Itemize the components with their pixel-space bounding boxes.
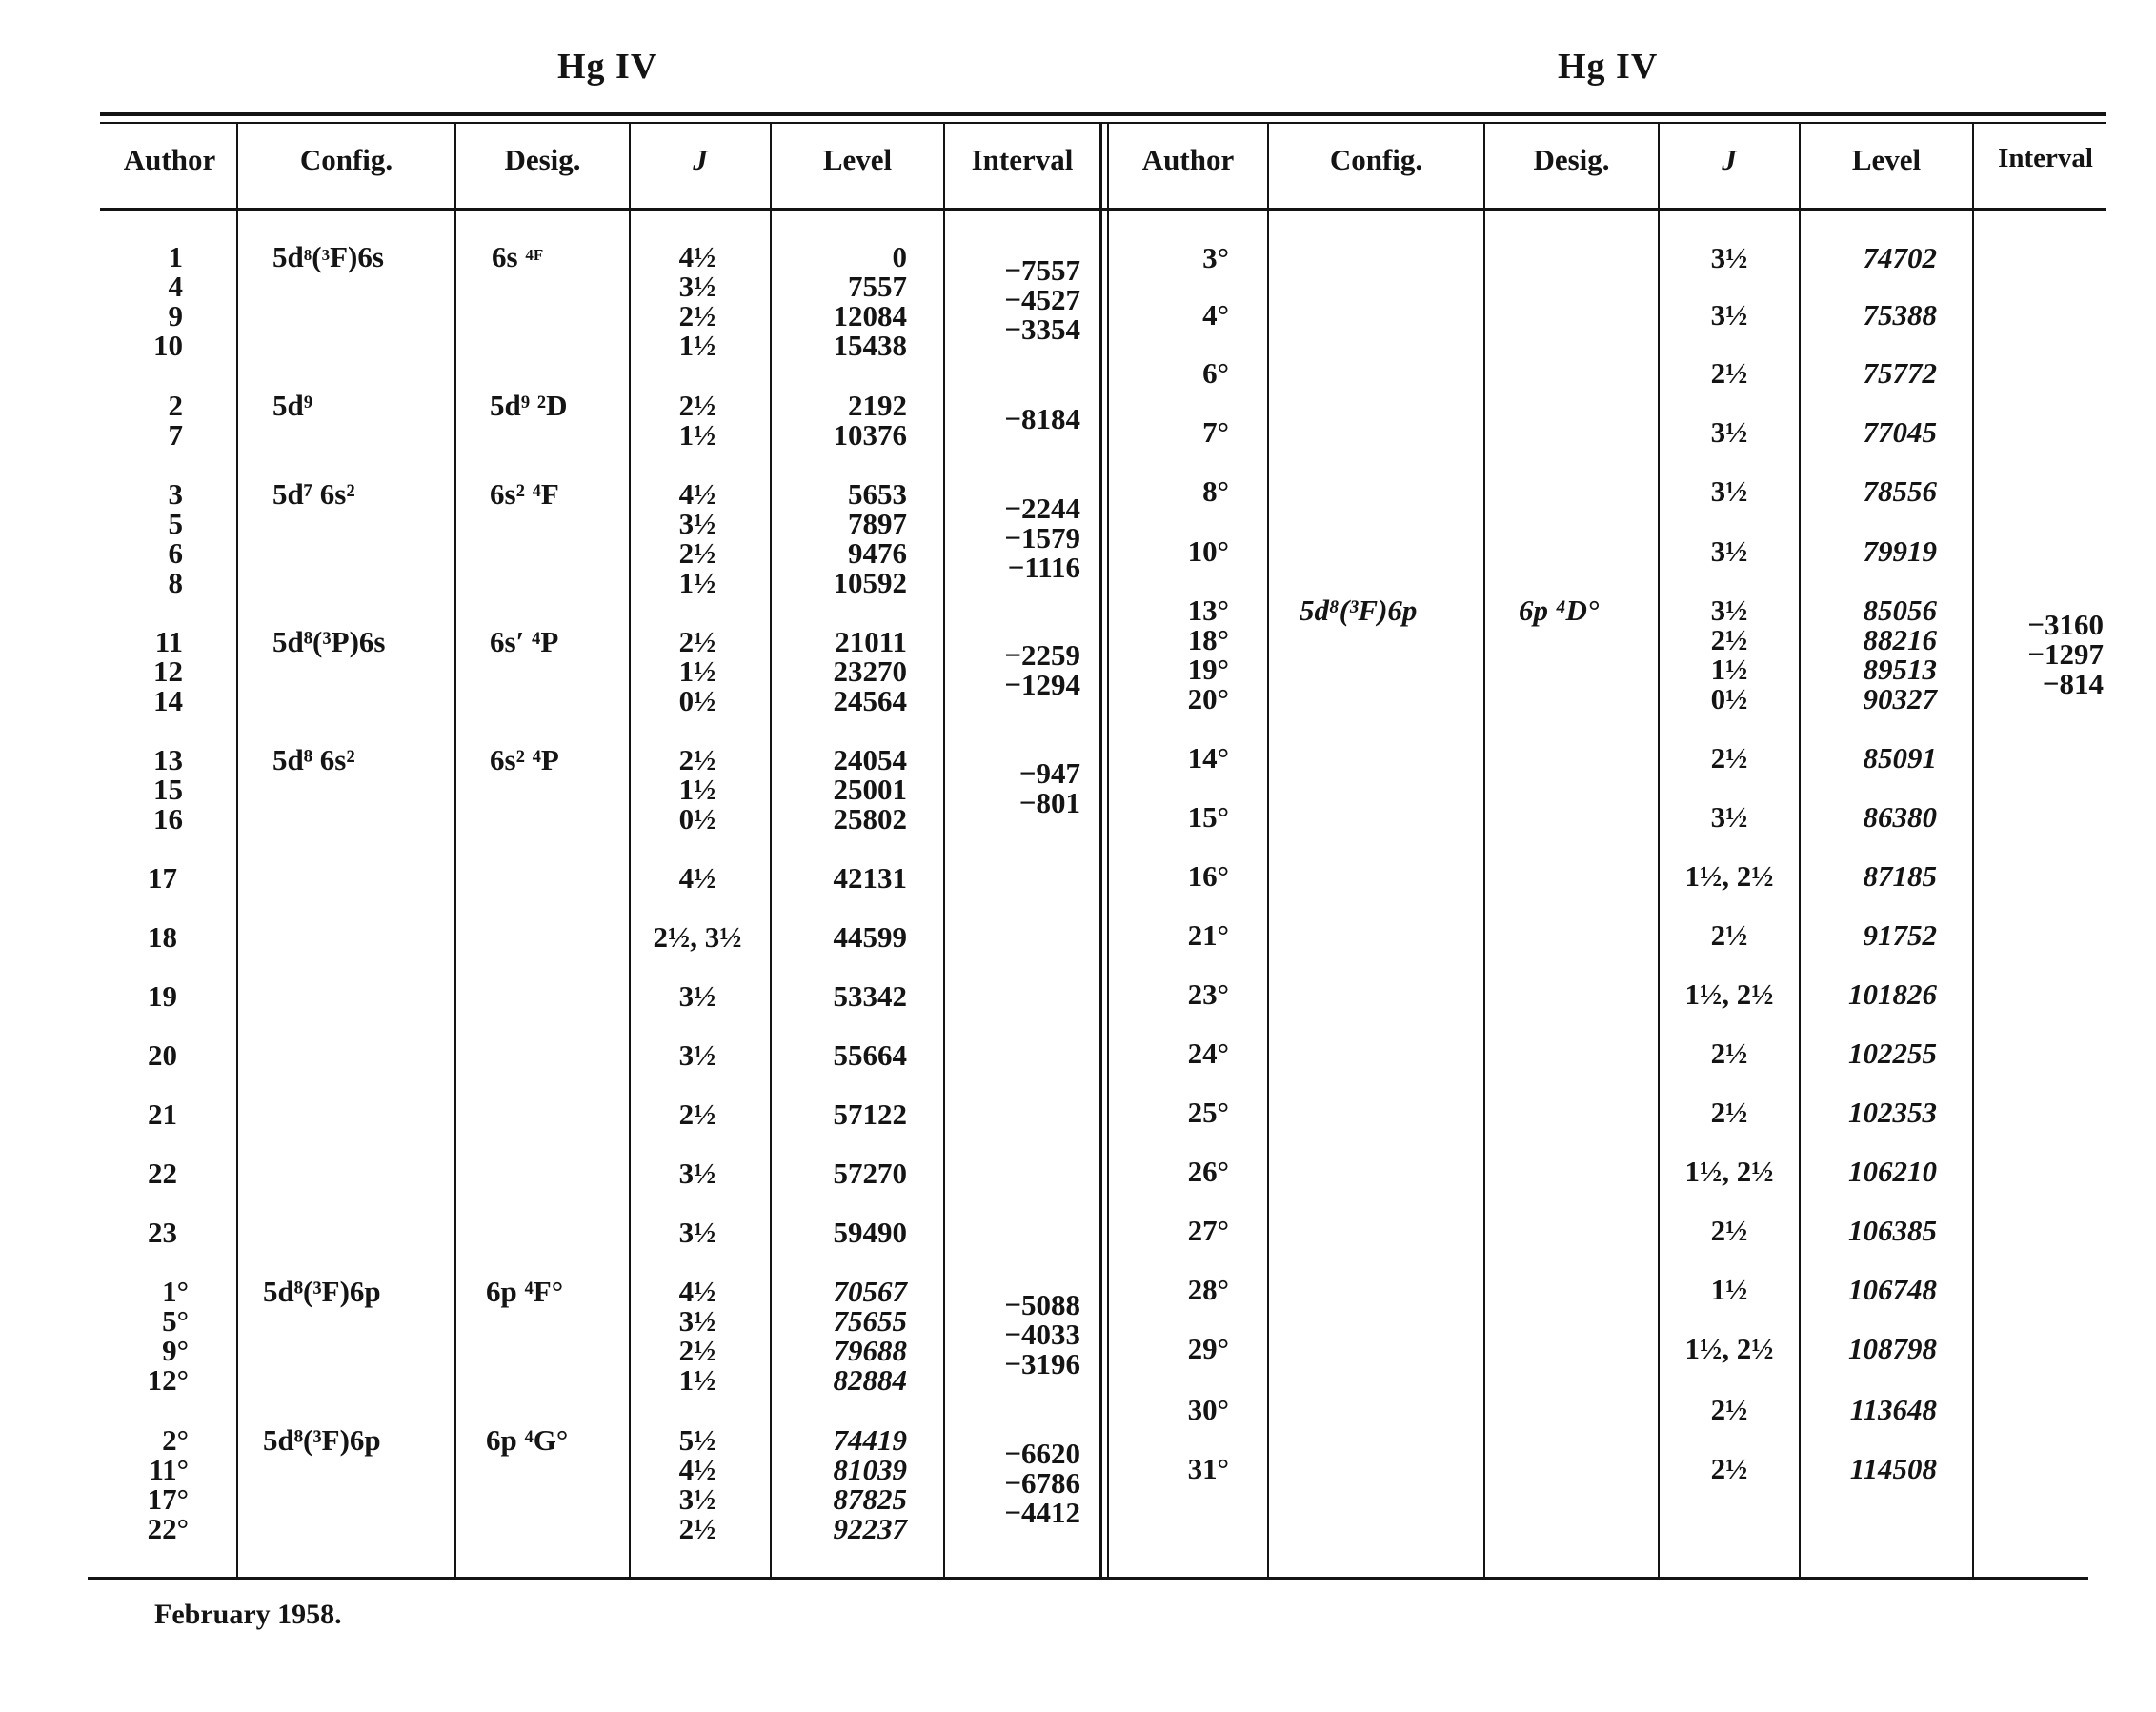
author-cell: 18 xyxy=(148,920,177,954)
config-cell: 5d⁸(³F)6p xyxy=(1300,594,1418,627)
config-cell: 5d⁹ xyxy=(272,389,313,422)
author-cell: 2° 11° 17° 22° xyxy=(147,1423,189,1545)
level-cell: 102255 xyxy=(1848,1037,1937,1070)
level-cell: 55664 xyxy=(833,1038,907,1072)
column-divider xyxy=(1483,124,1485,1577)
config-cell: 5d⁸(³P)6s xyxy=(272,625,386,658)
header-level: Level xyxy=(1851,143,1922,176)
level-cell: 44599 xyxy=(833,920,907,954)
j-cell: 1½, 2½ xyxy=(1684,1332,1774,1365)
header-desig: Desig. xyxy=(504,143,581,176)
j-cell: 4½ xyxy=(678,861,716,895)
top-double-rule-upper xyxy=(100,112,2106,116)
level-cell: 86380 xyxy=(1863,800,1937,834)
author-cell: 4° xyxy=(1202,298,1229,332)
author-cell: 7° xyxy=(1202,415,1229,449)
j-cell: 4½ 3½ 2½ 1½ xyxy=(678,477,716,599)
level-cell: 74419 81039 87825 92237 xyxy=(833,1423,907,1545)
j-cell: 2½ xyxy=(678,1098,716,1131)
level-cell: 57122 xyxy=(833,1098,907,1131)
author-cell: 23 xyxy=(148,1216,177,1249)
interval-cell: −5088 −4033 −3196 xyxy=(1004,1288,1080,1380)
j-cell: 2½ 1½ 0½ xyxy=(678,743,716,836)
header-author: Author xyxy=(1141,143,1235,176)
column-divider xyxy=(1972,124,1974,1577)
level-cell: 87185 xyxy=(1863,859,1937,893)
author-cell: 2 7 xyxy=(168,389,183,452)
author-cell: 13 15 16 xyxy=(153,743,183,836)
j-cell: 3½ xyxy=(1710,534,1748,568)
level-cell: 113648 xyxy=(1849,1393,1937,1426)
desig-cell: 6p ⁴D° xyxy=(1519,594,1600,627)
column-divider xyxy=(236,124,238,1577)
j-cell: 2½ xyxy=(1710,741,1748,775)
level-cell: 85091 xyxy=(1863,741,1937,775)
j-cell: 3½ 2½ 1½ 0½ xyxy=(1710,594,1748,715)
level-cell: 102353 xyxy=(1848,1096,1937,1129)
level-cell: 74702 xyxy=(1863,241,1937,274)
j-cell: 2½ 1½ xyxy=(678,389,716,452)
level-cell: 0 7557 12084 15438 xyxy=(833,240,907,362)
interval-cell: −7557 −4527 −3354 xyxy=(1004,253,1080,346)
author-cell: 14° xyxy=(1187,741,1229,775)
author-cell: 20 xyxy=(148,1038,177,1072)
j-cell: 3½ xyxy=(678,1216,716,1249)
level-cell: 91752 xyxy=(1863,918,1937,952)
j-cell: 3½ xyxy=(1710,474,1748,508)
level-cell: 79919 xyxy=(1863,534,1937,568)
author-cell: 13° 18° 19° 20° xyxy=(1187,594,1229,715)
level-cell: 85056 88216 89513 90327 xyxy=(1863,594,1937,715)
column-divider xyxy=(770,124,772,1577)
desig-cell: 5d⁹ ²D xyxy=(490,389,568,422)
level-cell: 5653 7897 9476 10592 xyxy=(833,477,907,599)
interval-cell: −947 −801 xyxy=(1018,756,1080,819)
header-interval: Interval xyxy=(971,143,1074,176)
j-cell: 1½ xyxy=(1710,1273,1748,1306)
author-cell: 3° xyxy=(1202,241,1229,274)
author-cell: 26° xyxy=(1187,1155,1229,1188)
j-cell: 3½ xyxy=(1710,800,1748,834)
interval-cell: −2244 −1579 −1116 xyxy=(1004,492,1080,584)
level-cell: 106210 xyxy=(1848,1155,1937,1188)
author-cell: 1 4 9 10 xyxy=(153,240,183,362)
j-cell: 3½ xyxy=(678,979,716,1013)
level-cell: 2192 10376 xyxy=(833,389,907,452)
author-cell: 3 5 6 8 xyxy=(168,477,183,599)
j-cell: 3½ xyxy=(1710,415,1748,449)
column-divider xyxy=(943,124,945,1577)
j-cell: 2½ xyxy=(1710,1096,1748,1129)
table-separator xyxy=(1107,124,1109,1577)
j-cell: 2½ xyxy=(1710,1393,1748,1426)
interval-cell: −3160 −1297 −814 xyxy=(2027,608,2104,700)
header-config: Config. xyxy=(299,143,393,176)
level-cell: 57270 xyxy=(833,1157,907,1190)
author-cell: 27° xyxy=(1187,1214,1229,1247)
j-cell: 2½ xyxy=(1710,1037,1748,1070)
author-cell: 19 xyxy=(148,979,177,1013)
author-cell: 29° xyxy=(1187,1332,1229,1365)
author-cell: 17 xyxy=(148,861,177,895)
config-cell: $5d^8(^3F)6s$ xyxy=(272,240,384,273)
j-cell: 3½ xyxy=(1710,241,1748,274)
interval-cell: −2259 −1294 xyxy=(1004,638,1080,701)
author-cell: 25° xyxy=(1187,1096,1229,1129)
j-cell: 2½ xyxy=(1710,1452,1748,1485)
author-cell: 6° xyxy=(1202,356,1229,390)
config-cell: 5d⁸(³F)6p xyxy=(263,1275,381,1308)
author-cell: 23° xyxy=(1187,977,1229,1011)
level-cell: 53342 xyxy=(833,979,907,1013)
top-double-rule-lower xyxy=(100,122,2106,124)
j-cell: 3½ xyxy=(1710,298,1748,332)
header-config: Config. xyxy=(1329,143,1423,176)
author-cell: 1° 5° 9° 12° xyxy=(147,1275,189,1397)
desig-cell: 6s² ⁴F xyxy=(490,477,559,511)
left-table-title: Hg IV xyxy=(557,47,658,87)
author-cell: 28° xyxy=(1187,1273,1229,1306)
j-cell: 2½ xyxy=(1710,918,1748,952)
level-cell: 114508 xyxy=(1849,1452,1937,1485)
author-cell: 31° xyxy=(1187,1452,1229,1485)
level-cell: 106385 xyxy=(1848,1214,1937,1247)
author-cell: 24° xyxy=(1187,1037,1229,1070)
level-cell: 42131 xyxy=(833,861,907,895)
desig-cell: 6p ⁴G° xyxy=(486,1423,569,1457)
header-j: J xyxy=(693,143,708,176)
level-cell: 59490 xyxy=(833,1216,907,1249)
author-cell: 30° xyxy=(1187,1393,1229,1426)
j-cell: 4½ 3½ 2½ 1½ xyxy=(678,1275,716,1397)
header-underline xyxy=(100,208,2106,211)
j-cell: 4½ 3½ 2½ 1½ xyxy=(678,240,716,362)
author-cell: 11 12 14 xyxy=(153,625,183,717)
j-cell: 2½ xyxy=(1710,356,1748,390)
j-cell: 1½, 2½ xyxy=(1684,1155,1774,1188)
level-cell: 108798 xyxy=(1848,1332,1937,1365)
footer-date: February 1958. xyxy=(154,1599,342,1630)
j-cell: 5½ 4½ 3½ 2½ xyxy=(678,1423,716,1545)
level-cell: 78556 xyxy=(1863,474,1937,508)
bottom-rule xyxy=(88,1577,2088,1580)
level-cell: 21011 23270 24564 xyxy=(833,625,907,717)
header-interval: Interval xyxy=(1998,143,2093,173)
desig-cell: 6p ⁴F° xyxy=(486,1275,564,1308)
author-cell: 21 xyxy=(148,1098,177,1131)
j-cell: 2½, 3½ xyxy=(653,920,742,954)
config-cell: 5d⁸(³F)6p xyxy=(263,1423,381,1457)
author-cell: 10° xyxy=(1187,534,1229,568)
config-cell: 5d⁷ 6s² xyxy=(272,477,355,511)
header-desig: Desig. xyxy=(1533,143,1610,176)
author-cell: 21° xyxy=(1187,918,1229,952)
author-cell: 15° xyxy=(1187,800,1229,834)
level-cell: 75388 xyxy=(1863,298,1937,332)
j-cell: 2½ xyxy=(1710,1214,1748,1247)
j-cell: 3½ xyxy=(678,1157,716,1190)
desig-cell: 6s $^{4F}$ xyxy=(492,240,544,273)
interval-cell: −8184 xyxy=(1004,402,1080,435)
j-cell: 3½ xyxy=(678,1038,716,1072)
level-cell: 75772 xyxy=(1863,356,1937,390)
header-author: Author xyxy=(123,143,216,176)
j-cell: 1½, 2½ xyxy=(1684,859,1774,893)
j-cell: 1½, 2½ xyxy=(1684,977,1774,1011)
level-cell: 24054 25001 25802 xyxy=(833,743,907,836)
desig-cell: 6s′ ⁴P xyxy=(490,625,559,658)
column-divider xyxy=(1267,124,1269,1577)
level-cell: 101826 xyxy=(1848,977,1937,1011)
level-cell: 70567 75655 79688 82884 xyxy=(833,1275,907,1397)
config-cell: 5d⁸ 6s² xyxy=(272,743,355,776)
right-table-title: Hg IV xyxy=(1558,47,1659,87)
column-divider xyxy=(454,124,456,1577)
interval-cell: −6620 −6786 −4412 xyxy=(1004,1437,1080,1529)
author-cell: 22 xyxy=(148,1157,177,1190)
table-separator xyxy=(1099,124,1102,1577)
desig-cell: 6s² ⁴P xyxy=(490,743,559,776)
author-cell: 16° xyxy=(1187,859,1229,893)
header-level: Level xyxy=(822,143,893,176)
j-cell: 2½ 1½ 0½ xyxy=(678,625,716,717)
author-cell: 8° xyxy=(1202,474,1229,508)
level-cell: 77045 xyxy=(1863,415,1937,449)
header-j: J xyxy=(1722,143,1737,176)
level-cell: 106748 xyxy=(1848,1273,1937,1306)
